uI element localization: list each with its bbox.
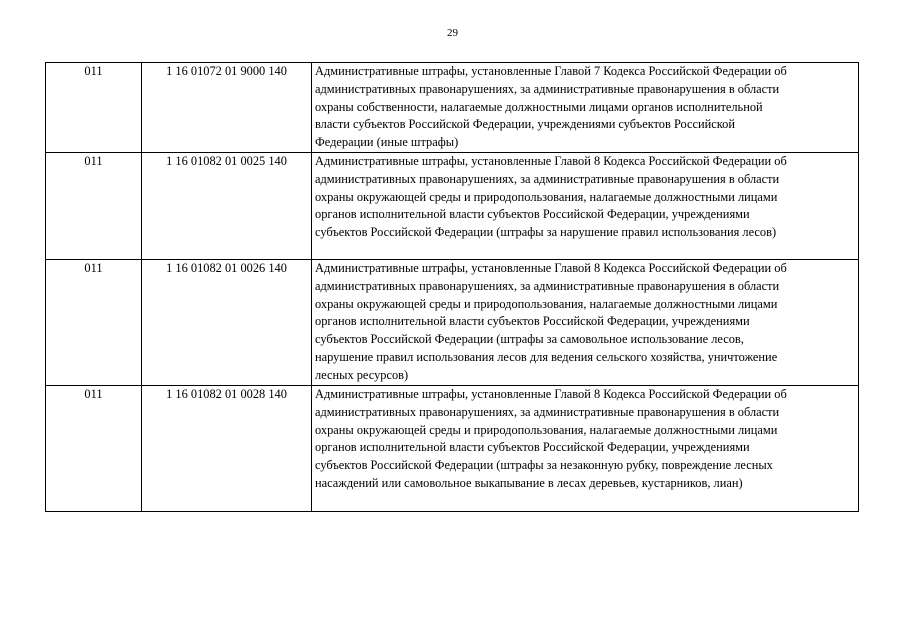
description-line: Административные штрафы, установленные Главой 7 Кодекса Российской Федерации об bbox=[315, 64, 787, 78]
description-line: Административные штрафы, установленные Главой 8 Кодекса Российской Федерации об bbox=[315, 387, 787, 401]
description-line: Административные штрафы, установленные Главой 8 Кодекса Российской Федерации об bbox=[315, 261, 787, 275]
description-line: Федерации (иные штрафы) bbox=[315, 135, 459, 150]
admin-code-cell: 011 bbox=[46, 260, 142, 386]
kbk-code-cell: 1 16 01072 01 9000 140 bbox=[142, 63, 312, 153]
description-line: административных правонарушениях, за административные правонарушения в области bbox=[315, 278, 780, 293]
description-line: насаждений или самовольное выкапывание в лесах деревьев, кустарников, лиан) bbox=[315, 475, 743, 490]
description-line: охраны окружающей среды и природопользования, налагаемые должностными лицами bbox=[315, 296, 778, 311]
description-line: Административные штрафы, установленные Главой 8 Кодекса Российской Федерации об bbox=[315, 154, 787, 168]
description-line: административных правонарушениях, за административные правонарушения в области bbox=[315, 171, 780, 186]
budget-classification-table bbox=[45, 62, 859, 512]
table-row bbox=[46, 260, 859, 386]
page-number: 29 bbox=[447, 27, 458, 39]
description-line: охраны окружающей среды и природопользования, налагаемые должностными лицами bbox=[315, 422, 778, 437]
table-row bbox=[46, 63, 859, 153]
description-cell bbox=[312, 386, 859, 512]
description-line: субъектов Российской Федерации (штрафы за нарушение правил использования лесов) bbox=[315, 225, 777, 240]
description-line: субъектов Российской Федерации (штрафы за самовольное использование лесов, bbox=[315, 332, 744, 347]
description-line: нарушение правил использования лесов для ведения сельского хозяйства, уничтожение bbox=[315, 349, 778, 364]
description-line: административных правонарушениях, за административные правонарушения в области bbox=[315, 404, 780, 419]
table-row bbox=[46, 386, 859, 512]
description-line: административных правонарушениях, за административные правонарушения в области bbox=[315, 81, 780, 96]
description-cell bbox=[312, 153, 859, 260]
description-line: субъектов Российской Федерации (штрафы за незаконную рубку, повреждение лесных bbox=[315, 458, 773, 473]
description-line: охраны собственности, налагаемые должностными лицами органов исполнительной bbox=[315, 99, 763, 114]
admin-code-cell: 011 bbox=[46, 386, 142, 512]
description-line: лесных ресурсов) bbox=[315, 367, 409, 382]
description-cell bbox=[312, 63, 859, 153]
table-row bbox=[46, 153, 859, 260]
admin-code-cell: 011 bbox=[46, 153, 142, 260]
description-line: власти субъектов Российской Федерации, учреждениями субъектов Российской bbox=[315, 117, 736, 132]
kbk-code-cell: 1 16 01082 01 0025 140 bbox=[142, 153, 312, 260]
kbk-code-cell: 1 16 01082 01 0026 140 bbox=[142, 260, 312, 386]
description-line: охраны окружающей среды и природопользования, налагаемые должностными лицами bbox=[315, 189, 778, 204]
kbk-code-cell: 1 16 01082 01 0028 140 bbox=[142, 386, 312, 512]
description-line: органов исполнительной власти субъектов Российской Федерации, учреждениями bbox=[315, 314, 750, 329]
description-line: органов исполнительной власти субъектов Российской Федерации, учреждениями bbox=[315, 440, 750, 455]
description-cell bbox=[312, 260, 859, 386]
admin-code-cell: 011 bbox=[46, 63, 142, 153]
description-line: органов исполнительной власти субъектов Российской Федерации, учреждениями bbox=[315, 207, 750, 222]
